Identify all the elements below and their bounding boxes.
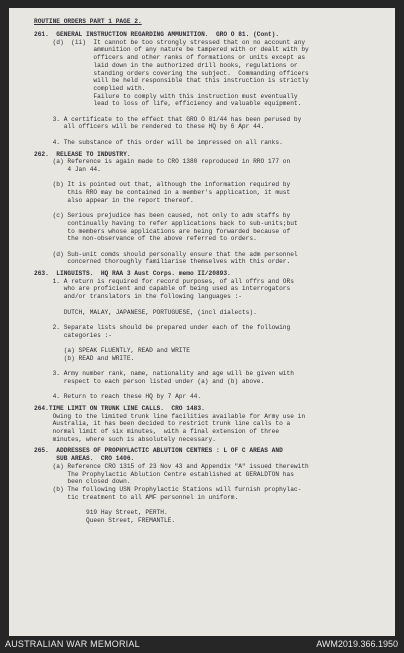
text-line: DUTCH, MALAY, JAPANESE, PORTUGUESE, (incl dialects). (34, 308, 257, 316)
text-line: (b) It is pointed out that, although the information required by (34, 181, 291, 189)
text-line: 3. A certificate to the effect that GRO O 81/44 has been perused by (34, 115, 302, 123)
text-line: complied with. (34, 84, 146, 92)
archive-footer (0, 636, 404, 653)
text-line (34, 301, 384, 309)
text-line: ammunition of any nature be tampered with or dealt with by (34, 46, 309, 54)
text-line: officers and other ranks of formations or units except as (34, 54, 306, 62)
section-265-heading-cont: SUB AREAS. CRO 1406. (34, 455, 135, 463)
text-line: 919 Hay Street, PERTH. (34, 509, 168, 517)
text-line: 1. A return is required for record purposes, of all offrs and ORs (34, 277, 294, 285)
document-page (9, 8, 395, 636)
text-line (34, 243, 384, 251)
text-line: the non-observance of the above referred to orders. (34, 235, 257, 243)
text-line: (a) Reference CRO 1315 of 23 Nov 43 and Appendix "A" issued therewith (34, 462, 309, 470)
section-262-body (34, 158, 384, 266)
text-line: respect to each person listed under (a) and (b) above. (34, 377, 265, 385)
text-line: The Prophylactic Ablution Centre established at GERALDTON has (34, 470, 294, 478)
text-line (34, 501, 384, 509)
text-line: 3. Army number rank, name, nationality and age will be given with (34, 370, 294, 378)
text-line: normal limit of six minutes, with a final extension of three (34, 428, 280, 435)
text-line: and/or translators in the following languages :- (34, 293, 242, 301)
text-line: all officers will be rendered to these HQ by 6 Apr 44. (34, 123, 265, 131)
text-line: tic treatment to all AMF personnel in uniform. (34, 493, 239, 501)
text-line: (d) (ii) It cannot be too strongly stressed that on no account any (34, 38, 306, 46)
text-line: (c) Serious prejudice has been caused, not only to adm staffs by (34, 212, 291, 220)
section-265-heading: 265. ADDRESSES OF PROPHYLACTIC ABLUTION CENTRES : L OF C AREAS AND (34, 447, 283, 455)
text-line: who are proficient and capable of being used as interrogators (34, 285, 291, 293)
text-line: continually having to refer applications back to sub-units;but (34, 219, 298, 227)
routine-orders-text (34, 18, 384, 524)
text-line: laid down in the authorized drill books, regulations or (34, 61, 298, 69)
text-line: (b) The following USN Prophylactic Stations will furnish prophylac- (34, 485, 302, 493)
text-line (34, 204, 384, 212)
text-line: standing orders covering the subject. Commanding officers (34, 69, 309, 77)
section-264-heading: 264.TIME LIMIT ON TRUNK LINE CALLS. CRO 1483. (34, 404, 205, 412)
text-line: 4. The substance of this order will be impressed on all ranks. (34, 138, 283, 146)
text-line: Australia, it has been decided to restrict trunk line calls to a (34, 420, 291, 428)
text-line (34, 131, 384, 139)
text-line: will be held responsible that this instruction is strictly (34, 77, 309, 85)
footer-institution: AUSTRALIAN WAR MEMORIAL (5, 639, 140, 649)
text-line: 4. Return to reach these HQ by 7 Apr 44. (34, 393, 202, 401)
text-line (34, 339, 384, 347)
text-line: Queen Street, FREMANTLE. (34, 516, 176, 524)
text-line (34, 174, 384, 182)
page-header: ROUTINE ORDERS PART 1 PAGE 2. (34, 18, 142, 25)
text-line: been closed down. (34, 478, 131, 486)
text-line: categories :- (34, 331, 112, 339)
text-line: also appear in the report thereof. (34, 196, 194, 204)
text-line: this RRO may be contained in a member's application, it must (34, 189, 291, 197)
section-264-body (34, 413, 384, 444)
text-line (34, 316, 384, 324)
footer-accession-number: AWM2019.366.1950 (316, 639, 398, 649)
text-line: concerned thoroughly familiarise themselves with this order. (34, 258, 291, 266)
section-262-heading: 262. RELEASE TO INDUSTRY. (34, 150, 131, 158)
section-261-heading: 261. GENERAL INSTRUCTION REGARDING AMMUNITION. GRO O 81. (Cont). (34, 31, 280, 38)
text-line: (a) Reference is again made to CRO 1380 reproduced in RRO 177 on (34, 158, 291, 166)
text-line: lead to loss of life, efficiency and valuable equipment. (34, 100, 302, 108)
text-line (34, 108, 384, 116)
section-265-body (34, 463, 384, 525)
text-line (34, 362, 384, 370)
text-line: minutes, where such is absolutely necessary. (34, 435, 216, 443)
text-line (34, 386, 384, 394)
text-line: 2. Separate lists should be prepared under each of the following (34, 323, 291, 331)
section-263-body (34, 278, 384, 401)
text-line: Owing to the limited trunk line facilities available for Army use in (34, 412, 306, 420)
section-263-heading: 263. LINGUISTS. HQ RAA 3 Aust Corps. memo II/20893. (34, 270, 231, 278)
section-261-body (34, 39, 384, 147)
text-line: (d) Sub-unit comds should personally ensure that the adm personnel (34, 250, 298, 258)
text-line: (b) READ and WRITE. (34, 354, 135, 362)
text-line: Failure to comply with this instruction must eventually (34, 92, 298, 100)
text-line: (a) SPEAK FLUENTLY, READ and WRITE (34, 347, 190, 354)
text-line: 4 Jan 44. (34, 165, 101, 173)
text-line: to members whose applications are being forwarded because of (34, 227, 291, 235)
